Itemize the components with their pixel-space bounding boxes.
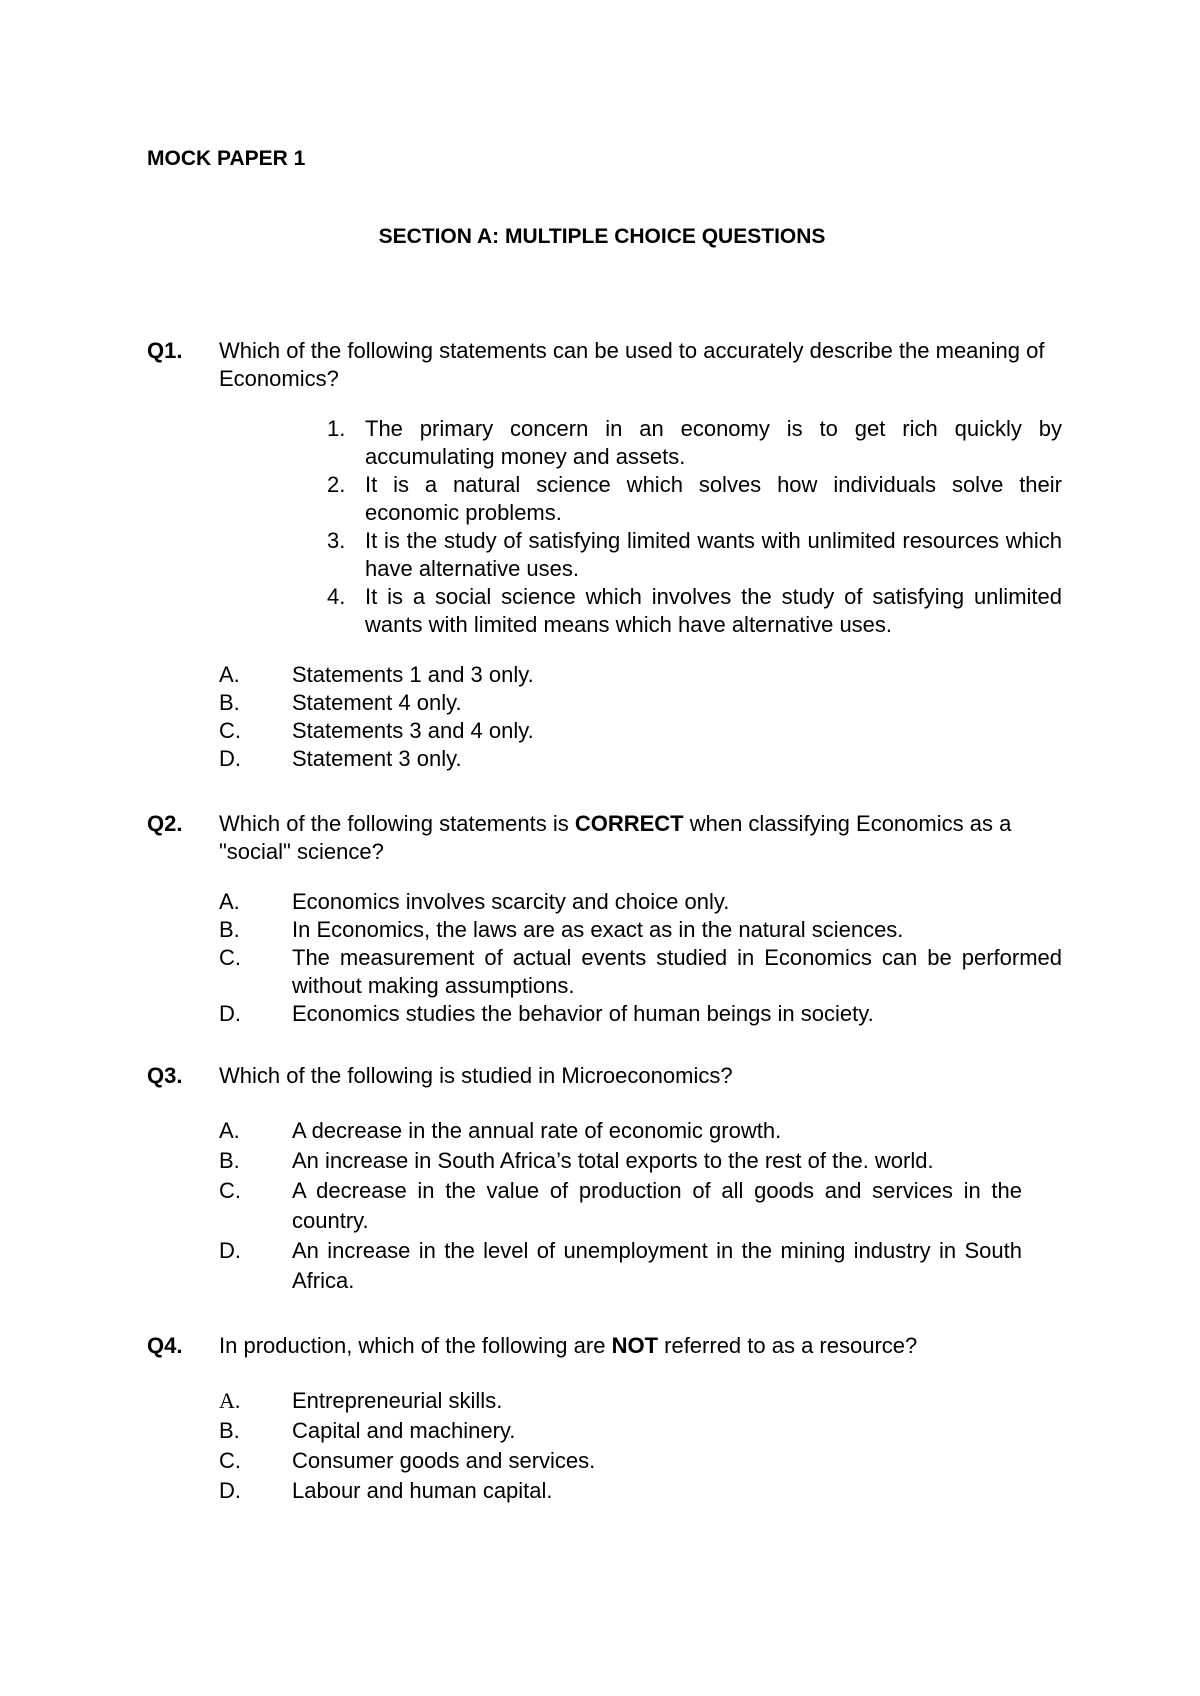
answer-option-c: [147, 1446, 1062, 1476]
answer-options: [147, 661, 1062, 773]
answer-option-d: [147, 1236, 1022, 1296]
question-4: [147, 1332, 1062, 1506]
option-letter: A.: [219, 1118, 240, 1143]
question-number: Q2.: [147, 811, 183, 836]
option-letter: B.: [219, 690, 240, 715]
statement-number: 2.: [327, 472, 346, 497]
option-text: Economics studies the behavior of human beings in society.: [292, 1001, 874, 1026]
answer-option-d: [147, 1000, 1062, 1028]
option-letter: C.: [219, 1178, 241, 1203]
answer-option-a: [147, 1116, 1022, 1146]
option-letter: D.: [219, 1238, 241, 1263]
option-text: Statement 4 only.: [292, 690, 462, 715]
question-text: Which of the following is studied in Microeconomics?: [219, 1063, 733, 1088]
answer-option-d: [147, 745, 1062, 773]
answer-option-b: [147, 689, 1062, 717]
option-text: A decrease in the annual rate of economic growth.: [292, 1118, 782, 1143]
option-text: Statement 3 only.: [292, 746, 462, 771]
option-text: Capital and machinery.: [292, 1418, 516, 1443]
question-header: [147, 810, 1062, 866]
question-text-end: referred to as a resource?: [658, 1333, 918, 1358]
option-letter: B.: [219, 917, 240, 942]
question-text-start: In production, which of the following are: [219, 1333, 612, 1358]
answer-option-b: [147, 1146, 1022, 1176]
question-text: [219, 810, 1062, 866]
section-title: SECTION A: MULTIPLE CHOICE QUESTIONS: [378, 225, 826, 248]
option-text: An increase in South Africa’s total exports to the rest of the. world.: [292, 1148, 934, 1173]
option-text: Consumer goods and services.: [292, 1448, 596, 1473]
option-text: The measurement of actual events studied in Economics can be performed without making assumptions.: [292, 945, 1062, 998]
question-text-start: Which of the following statements is: [219, 811, 575, 836]
option-text: Entrepreneurial skills.: [292, 1388, 503, 1413]
question-text: [219, 1332, 1062, 1360]
question-text-end: when classifying Economics as a "social" science?: [219, 811, 1012, 864]
question-2: [147, 810, 1062, 1028]
option-text: An increase in the level of unemployment in the mining industry in South Africa.: [292, 1238, 1022, 1293]
statement-item: [147, 471, 1062, 527]
answer-option-c: [147, 1176, 1022, 1236]
answer-option-a: [147, 661, 1062, 689]
answer-options: [147, 1116, 1062, 1296]
question-text: Which of the following statements can be used to accurately describe the meaning of Economics?: [219, 338, 1045, 391]
option-letter: B.: [219, 1148, 240, 1173]
option-text: Statements 1 and 3 only.: [292, 662, 534, 687]
paper-title: MOCK PAPER 1: [147, 147, 306, 170]
statement-item: [147, 583, 1062, 639]
option-letter: C.: [219, 718, 241, 743]
question-header: [147, 1062, 1062, 1090]
option-text: Statements 3 and 4 only.: [292, 718, 534, 743]
option-letter: B.: [219, 1418, 240, 1443]
statement-list: [147, 415, 1062, 639]
answer-option-d: [147, 1476, 1062, 1506]
statement-text: It is a natural science which solves how individuals solve their economic problems.: [365, 472, 1062, 525]
statement-number: 1.: [327, 416, 346, 441]
answer-options: [147, 888, 1062, 1028]
option-letter: D.: [219, 746, 241, 771]
question-1: [147, 337, 1062, 773]
option-letter: D.: [219, 1001, 241, 1026]
option-letter: C.: [219, 945, 241, 970]
question-emphasis: NOT: [611, 1333, 659, 1358]
option-letter: A.: [219, 662, 240, 687]
statement-item: [147, 415, 1062, 471]
answer-option-a: [147, 888, 1062, 916]
option-text: A decrease in the value of production of all goods and services in the country.: [292, 1178, 1022, 1233]
statement-number: 3.: [327, 528, 346, 553]
answer-option-c: [147, 717, 1062, 745]
option-letter: C.: [219, 1448, 241, 1473]
answer-options: [147, 1386, 1062, 1506]
statement-item: [147, 527, 1062, 583]
question-emphasis: CORRECT: [574, 811, 684, 836]
option-letter: D.: [219, 1478, 241, 1503]
question-number: Q1.: [147, 338, 183, 363]
question-number: Q3.: [147, 1063, 183, 1088]
question-number: Q4.: [147, 1333, 183, 1358]
option-text: Economics involves scarcity and choice only.: [292, 889, 730, 914]
statement-text: It is a social science which involves the study of satisfying unlimited wants with limited means which have alternative uses.: [365, 584, 1062, 637]
option-text: Labour and human capital.: [292, 1478, 553, 1503]
question-header: [147, 337, 1062, 393]
statement-text: It is the study of satisfying limited wants with unlimited resources which have alternative uses.: [365, 528, 1062, 581]
answer-option-c: [147, 944, 1062, 1000]
option-letter: A.: [219, 889, 240, 914]
question-3: [147, 1062, 1062, 1296]
answer-option-b: [147, 1416, 1062, 1446]
answer-option-b: [147, 916, 1062, 944]
option-letter: A.: [219, 1388, 241, 1413]
option-text: In Economics, the laws are as exact as in the natural sciences.: [292, 917, 904, 942]
question-header: [147, 1332, 1062, 1360]
statement-text: The primary concern in an economy is to get rich quickly by accumulating money and assets.: [365, 416, 1062, 469]
statement-number: 4.: [327, 584, 346, 609]
answer-option-a: [147, 1386, 1062, 1416]
